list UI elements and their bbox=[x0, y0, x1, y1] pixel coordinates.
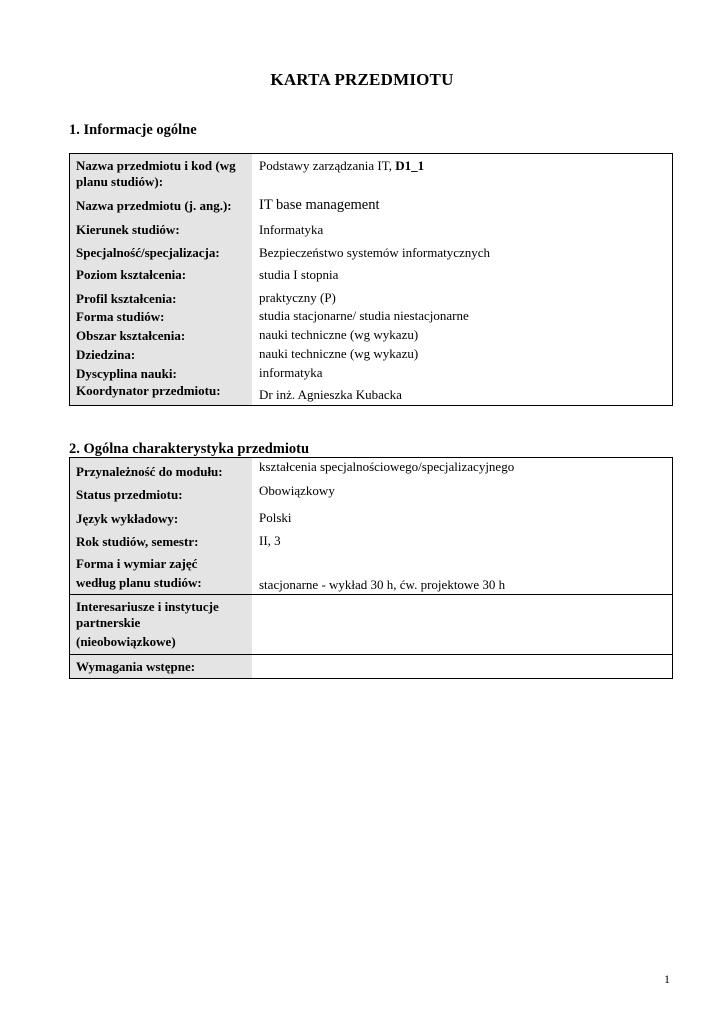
table-row bbox=[70, 344, 672, 363]
row-label: Dziedzina: bbox=[70, 344, 252, 363]
row-value bbox=[252, 154, 672, 195]
row-value: Obowiązkowy bbox=[259, 483, 335, 498]
row-value: nauki techniczne (wg wykazu) bbox=[259, 346, 419, 361]
row-label: Język wykładowy: bbox=[70, 504, 252, 527]
table-row bbox=[70, 480, 672, 504]
row-label: Nazwa przedmiotu (j. ang.): bbox=[70, 195, 252, 218]
table-row bbox=[70, 594, 672, 654]
row-value: stacjonarne - wykład 30 h, ćw. projektowe 30 h bbox=[259, 576, 506, 592]
table-row bbox=[70, 218, 672, 241]
table-row bbox=[70, 504, 672, 527]
row-label: Poziom kształcenia: bbox=[70, 263, 252, 287]
row-label bbox=[70, 550, 252, 594]
row-label: Status przedmiotu: bbox=[70, 480, 252, 504]
row-value: nauki techniczne (wg wykazu) bbox=[259, 327, 419, 342]
row-value: Dr inż. Agnieszka Kubacka bbox=[259, 387, 402, 402]
row-value: informatyka bbox=[259, 365, 323, 380]
table-row bbox=[70, 306, 672, 325]
row-label: Profil kształcenia: bbox=[70, 287, 252, 306]
row-label: Kierunek studiów: bbox=[70, 218, 252, 241]
row-value: praktyczny (P) bbox=[259, 290, 336, 305]
row-label: Nazwa przedmiotu i kod (wg planu studiów): bbox=[70, 154, 252, 195]
table-row bbox=[70, 527, 672, 550]
row-label-line: Interesariusze i instytucje partnerskie bbox=[76, 599, 219, 630]
row-label: Dyscyplina nauki: bbox=[70, 363, 252, 382]
row-label: Specjalność/specjalizacja: bbox=[70, 241, 252, 263]
row-value: IT base management bbox=[259, 197, 380, 213]
table-row bbox=[70, 363, 672, 382]
table-row bbox=[70, 550, 672, 594]
table-row bbox=[70, 195, 672, 218]
row-label-line: (nieobowiązkowe) bbox=[76, 634, 176, 649]
course-code: D1_1 bbox=[395, 158, 425, 173]
row-value: Bezpieczeństwo systemów informatycznych bbox=[259, 245, 491, 260]
row-label: Przynależność do modułu: bbox=[70, 458, 252, 480]
row-label: Koordynator przedmiotu: bbox=[70, 382, 252, 405]
row-label-line: Forma i wymiar zajęć bbox=[76, 556, 198, 571]
row-label bbox=[70, 595, 252, 654]
row-label: Rok studiów, semestr: bbox=[70, 527, 252, 550]
table-row bbox=[70, 287, 672, 306]
row-value: II, 3 bbox=[259, 533, 281, 548]
course-name: Podstawy zarządzania IT, bbox=[259, 158, 396, 173]
row-label-line: według planu studiów: bbox=[76, 574, 202, 590]
table-row bbox=[70, 241, 672, 263]
row-value bbox=[252, 655, 672, 678]
general-info-table bbox=[69, 153, 673, 406]
table-row bbox=[70, 154, 672, 195]
row-value: studia I stopnia bbox=[259, 267, 339, 282]
section-heading-general-info: 1. Informacje ogólne bbox=[69, 122, 197, 138]
table-row bbox=[70, 263, 672, 287]
row-value bbox=[252, 595, 672, 654]
section-heading-course-characteristics: 2. Ogólna charakterystyka przedmiotu bbox=[69, 441, 310, 457]
table-row bbox=[70, 382, 672, 405]
row-value: Informatyka bbox=[259, 222, 324, 237]
document-title: KARTA PRZEDMIOTU bbox=[270, 70, 454, 89]
row-label: Wymagania wstępne: bbox=[70, 655, 252, 678]
course-characteristics-table bbox=[69, 457, 673, 679]
table-row bbox=[70, 458, 672, 480]
row-value: kształcenia specjalnościowego/specjalizacyjnego bbox=[259, 459, 515, 474]
row-label: Forma studiów: bbox=[70, 306, 252, 325]
row-value: Polski bbox=[259, 510, 292, 525]
table-row bbox=[70, 325, 672, 344]
page-number: 1 bbox=[664, 972, 670, 986]
row-value: studia stacjonarne/ studia niestacjonarne bbox=[259, 308, 469, 323]
row-label: Obszar kształcenia: bbox=[70, 325, 252, 344]
table-row bbox=[70, 654, 672, 678]
